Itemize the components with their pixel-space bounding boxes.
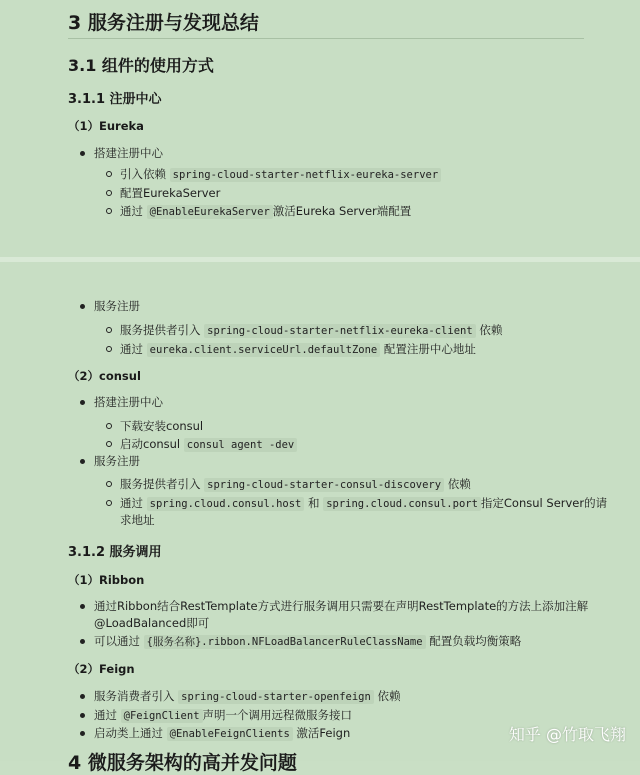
list-item-build-center: 搭建注册中心 [94, 146, 163, 160]
top-page-panel [0, 0, 640, 257]
heading-divider [68, 38, 584, 39]
provider-suffix: 依赖 [479, 323, 503, 337]
subsection-heading-3-1: 3.1 组件的使用方式 [68, 56, 214, 75]
bullet-circle [106, 171, 112, 177]
bullet-disc [80, 604, 85, 609]
dependency-text: 引入依赖 [120, 167, 166, 181]
provider-code: spring-cloud-starter-netflix-eureka-client [204, 324, 476, 338]
feign-1-code: spring-cloud-starter-openfeign [178, 690, 374, 704]
consul-port-code: spring.cloud.consul.port [323, 497, 481, 511]
list-item-feign-2 [94, 707, 352, 724]
feign-1-prefix: 服务消费者引入 [94, 689, 175, 703]
subsection-heading-3-1-1: 3.1.1 注册中心 [68, 92, 162, 107]
list-item-dependency [120, 166, 441, 183]
consul-host-prefix: 通过 [120, 496, 143, 510]
consul-and: 和 [308, 496, 320, 510]
consul-host-code: spring.cloud.consul.host [147, 497, 305, 511]
list-item-feign-3 [94, 725, 350, 742]
list-item-default-zone [120, 341, 476, 358]
bullet-disc [80, 304, 85, 309]
feign-1-suffix: 依赖 [377, 689, 401, 703]
consul-dep-suffix: 依赖 [447, 477, 471, 491]
bullet-circle [106, 208, 112, 214]
feign-heading: （2）Feign [68, 662, 135, 676]
bullet-disc [80, 151, 85, 156]
bullet-disc [80, 694, 85, 699]
subsection-heading-3-1-2: 3.1.2 服务调用 [68, 545, 162, 560]
feign-3-prefix: 启动类上通过 [94, 726, 163, 740]
feign-3-suffix: 激活Feign [296, 726, 351, 740]
ribbon-heading: （1）Ribbon [68, 573, 145, 587]
list-item-feign-1 [94, 688, 400, 705]
list-item-consul-start [120, 436, 297, 453]
bullet-circle [106, 500, 112, 506]
feign-3-code: @EnableFeignClients [167, 727, 293, 741]
provider-prefix: 服务提供者引入 [120, 323, 201, 337]
consul-dep-code: spring-cloud-starter-consul-discovery [204, 478, 444, 492]
list-item-config-server: 配置EurekaServer [120, 186, 221, 200]
via-prefix: 通过 [120, 342, 143, 356]
bullet-disc [80, 713, 85, 718]
bullet-disc [80, 639, 85, 644]
list-item-consul-download: 下载安装consul [120, 419, 204, 433]
list-item-consul-host [120, 495, 607, 512]
bullet-disc [80, 459, 85, 464]
ribbon-2-suffix: 配置负载均衡策略 [429, 634, 522, 648]
bullet-circle [106, 481, 112, 487]
list-item-ribbon-1-continuation: @LoadBalanced即可 [94, 616, 210, 630]
section-heading-4-cut: 4 微服务架构的高并发问题 [68, 752, 297, 774]
enable-code: @EnableEurekaServer [147, 205, 273, 219]
eureka-heading: （1）Eureka [68, 119, 144, 133]
feign-2-prefix: 通过 [94, 708, 117, 722]
bullet-disc [80, 400, 85, 405]
enable-suffix: 激活Eureka Server端配置 [272, 204, 412, 218]
list-item-consul-build: 搭建注册中心 [94, 395, 163, 409]
feign-2-suffix: 声明一个调用远程微服务接口 [202, 708, 353, 722]
consul-host-suffix: 指定Consul Server的请 [480, 496, 608, 510]
dependency-code: spring-cloud-starter-netflix-eureka-server [170, 168, 442, 182]
via-code: eureka.client.serviceUrl.defaultZone [147, 343, 381, 357]
bullet-circle [106, 423, 112, 429]
ribbon-2-code: {服务名称}.ribbon.NFLoadBalancerRuleClassName [144, 635, 426, 649]
bullet-circle [106, 190, 112, 196]
feign-2-code: @FeignClient [121, 709, 203, 723]
list-item-ribbon-1: 通过Ribbon结合RestTemplate方式进行服务调用只需要在声明RestTemplate的方法上添加注解 [94, 599, 589, 613]
list-item-consul-register: 服务注册 [94, 454, 140, 468]
consul-start-prefix: 启动consul [120, 437, 181, 451]
bottom-page-panel [0, 262, 640, 761]
via-suffix: 配置注册中心地址 [383, 342, 476, 356]
bullet-circle [106, 441, 112, 447]
list-item-register: 服务注册 [94, 299, 140, 313]
bullet-disc [80, 731, 85, 736]
section-heading-3: 3 服务注册与发现总结 [68, 12, 259, 34]
consul-dep-prefix: 服务提供者引入 [120, 477, 201, 491]
list-item-enable-server [120, 203, 411, 220]
ribbon-2-prefix: 可以通过 [94, 634, 140, 648]
bullet-circle [106, 327, 112, 333]
list-item-provider [120, 322, 502, 339]
consul-start-code: consul agent -dev [184, 438, 297, 452]
list-item-consul-dep [120, 476, 471, 493]
consul-heading: （2）consul [68, 369, 141, 383]
bullet-circle [106, 346, 112, 352]
enable-prefix: 通过 [120, 204, 143, 218]
watermark: 知乎 @竹取飞翔 [508, 725, 626, 744]
list-item-ribbon-2 [94, 633, 521, 650]
consul-host-continuation: 求地址 [120, 513, 155, 527]
